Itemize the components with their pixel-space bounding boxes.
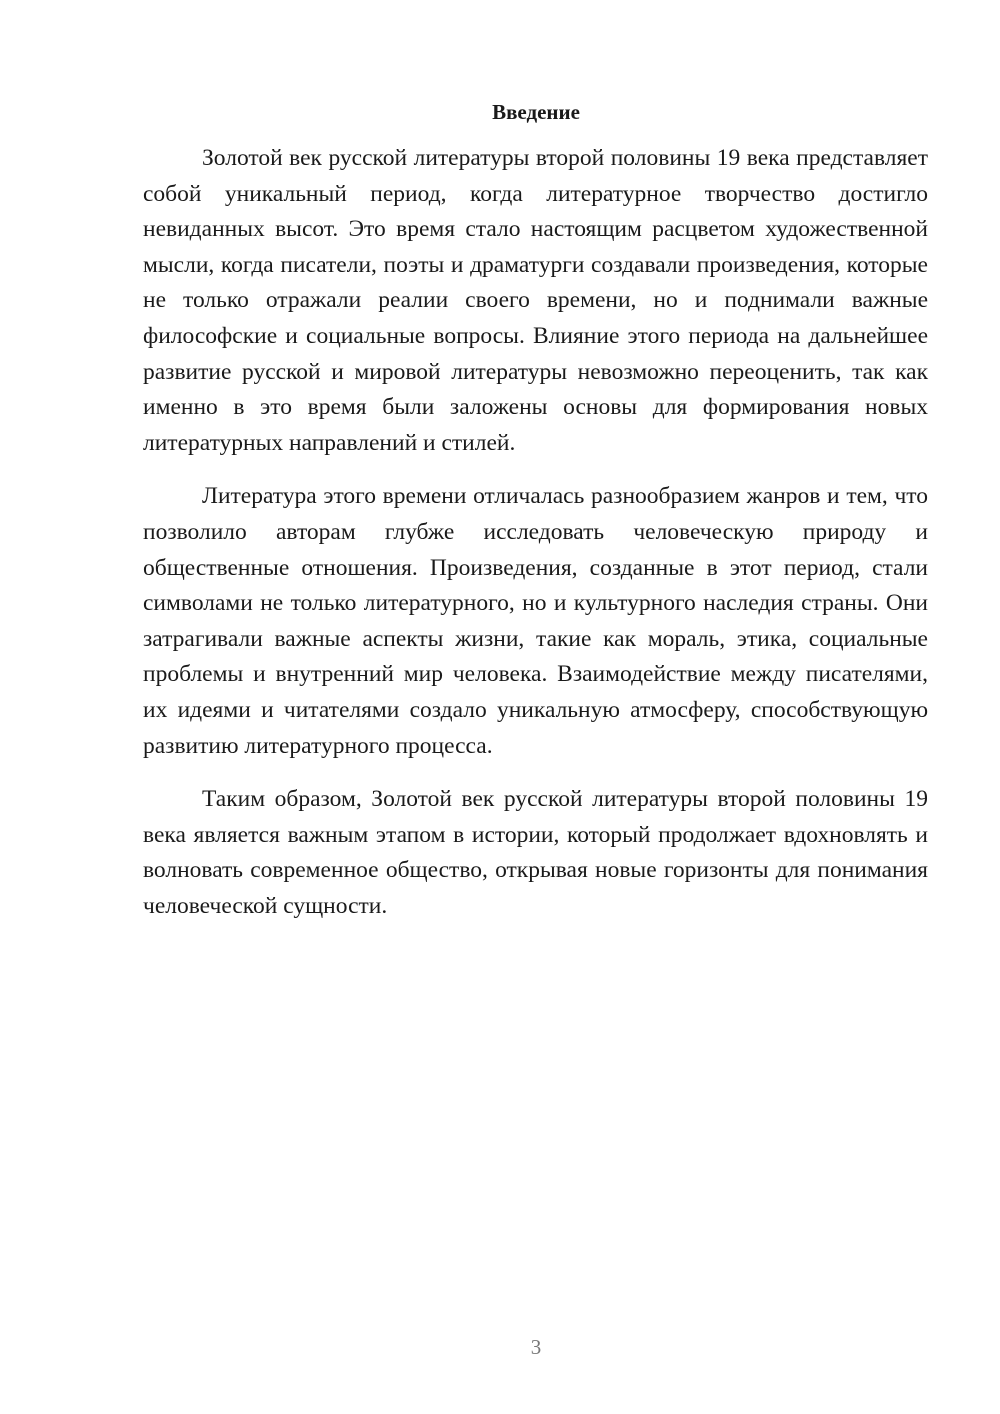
paragraph: Литература этого времени отличалась разнообразием жанров и тем, что позволило авторам глубже исследовать человеческую природу и общественные отношения. Произведения, созданные в этот период, стали символами не только литературного, но и культурного наследия страны. Они затрагивали важные аспекты жизни, такие как мораль, этика, социальные проблемы и внутренний мир человека. Взаимодействие между писателями, их идеями и читателями создало уникальную атмосферу, способствующую развитию литературного процесса. bbox=[143, 483, 928, 759]
paragraph: Золотой век русской литературы второй половины 19 века представляет собой уникальный период, когда литературное творчество достигло невиданных высот. Это время стало настоящим расцветом художественной мысли, когда писатели, поэты и драматурги создавали произведения, которые не только отражали реалии своего времени, но и поднимали важные философские и социальные вопросы. Влияние этого периода на дальнейшее развитие русской и мировой литературы невозможно переоценить, так как именно в это время были заложены основы для формирования новых литературных направлений и стилей. bbox=[143, 145, 928, 456]
body-text bbox=[143, 141, 928, 924]
paragraph: Таким образом, Золотой век русской литературы второй половины 19 века является важным этапом в истории, который продолжает вдохновлять и волновать современное общество, открывая новые горизонты для понимания человеческой сущности. bbox=[143, 786, 928, 919]
page-number: 3 bbox=[530, 1335, 542, 1359]
section-heading: Введение bbox=[492, 100, 580, 124]
